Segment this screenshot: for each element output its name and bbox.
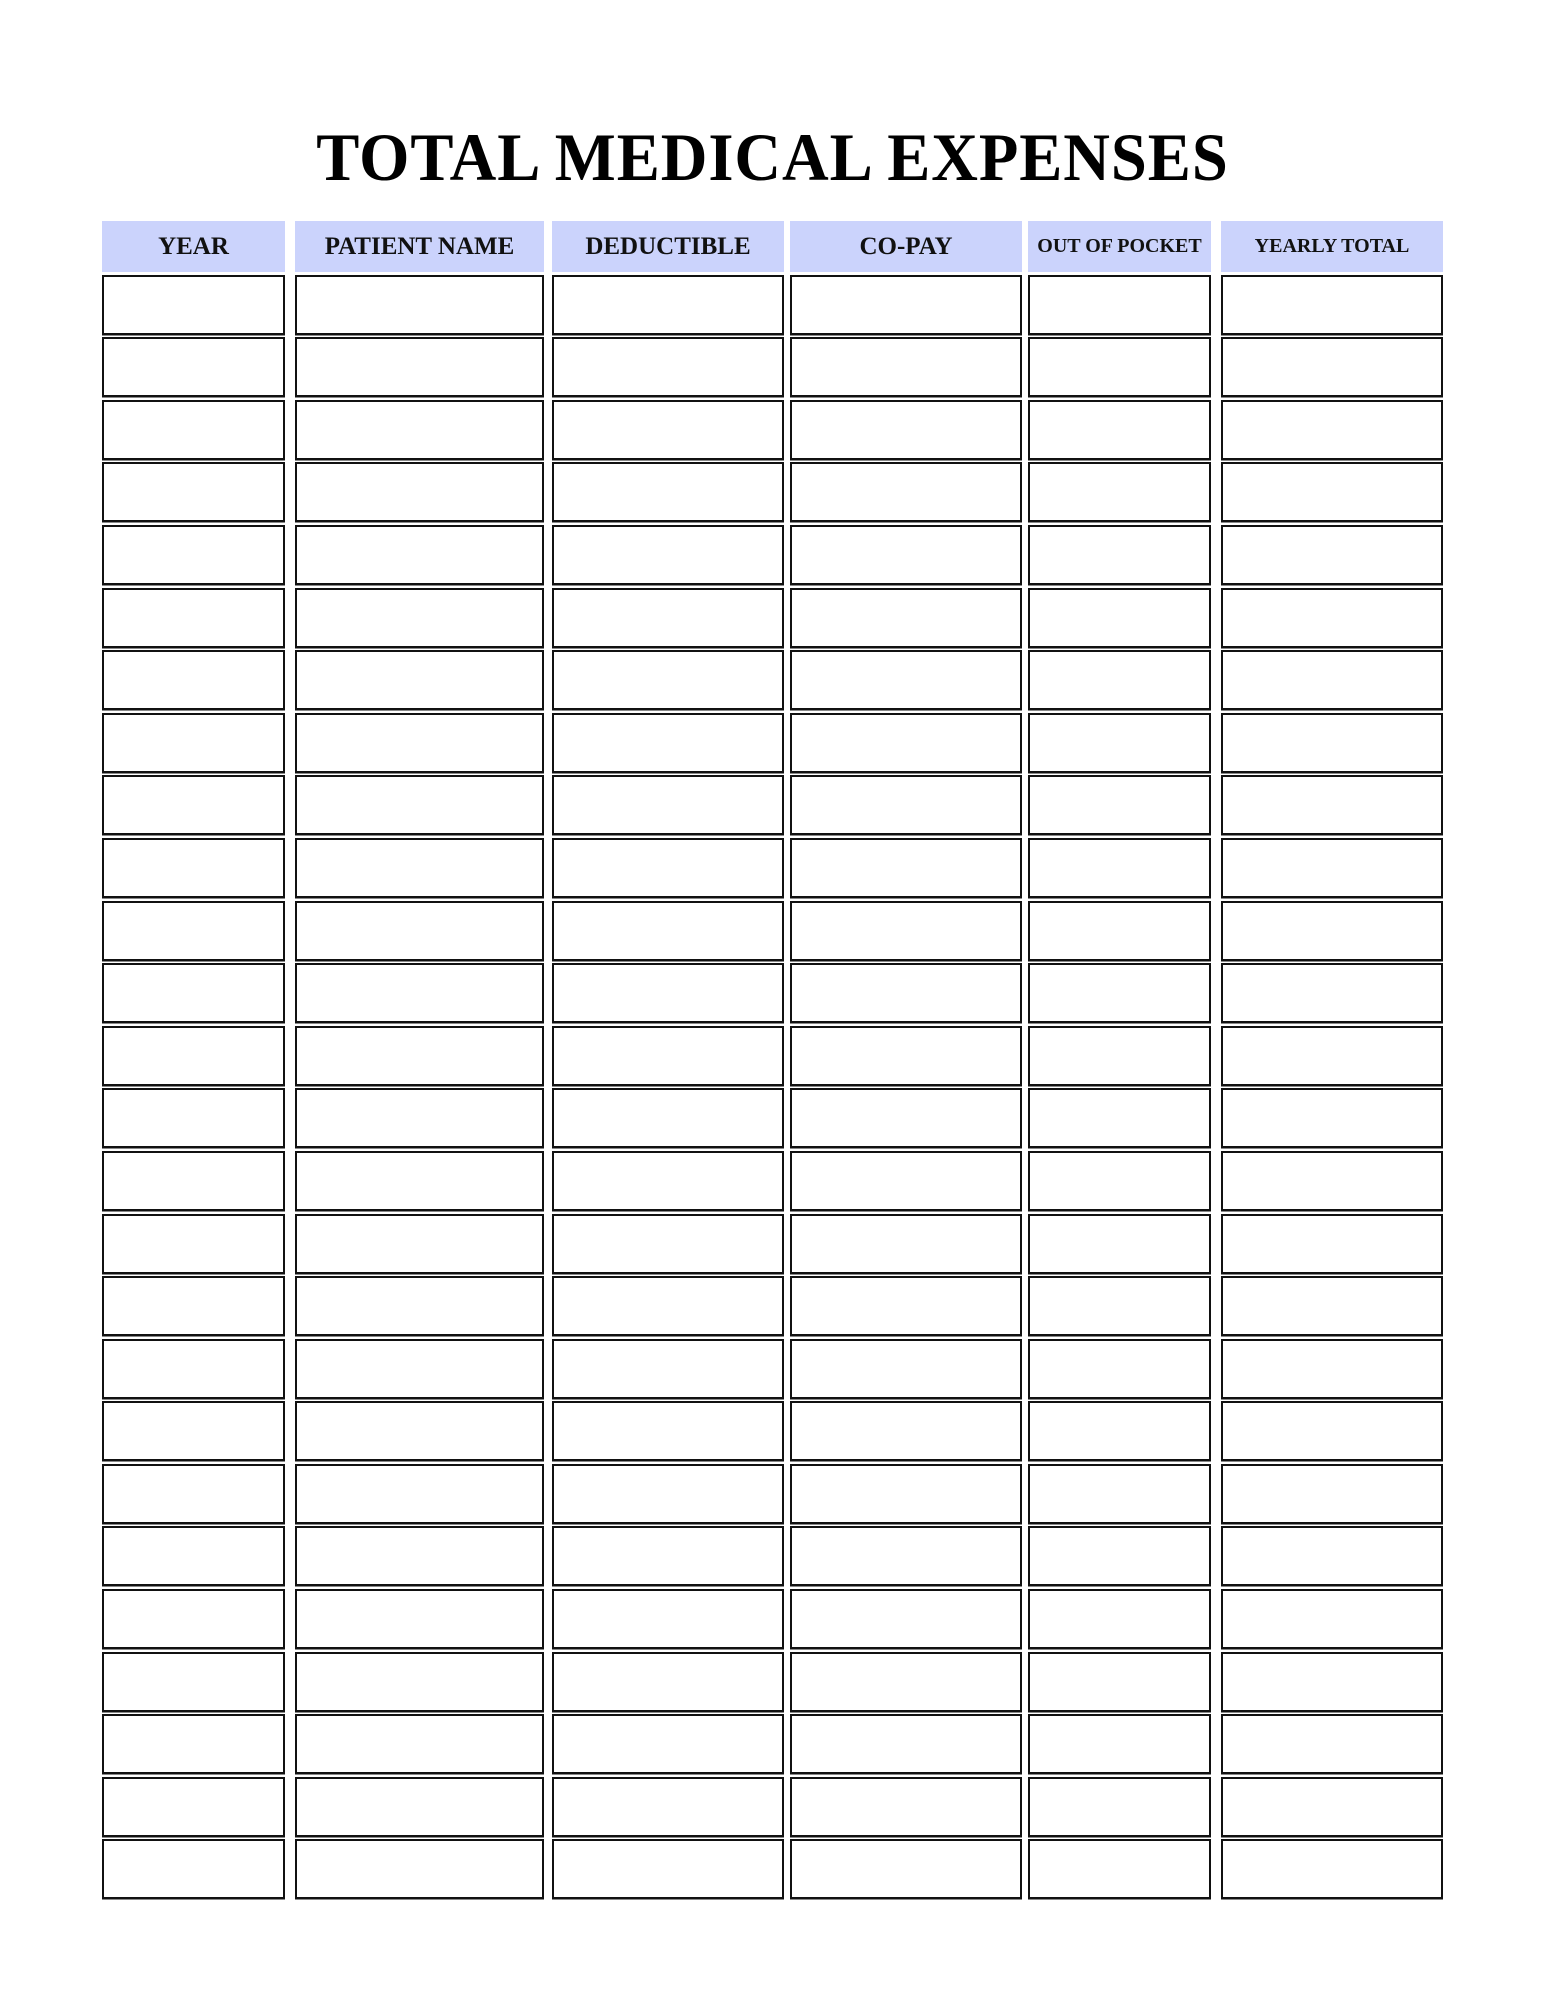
yearly-total-cell[interactable] bbox=[1221, 1652, 1443, 1712]
deductible-cell[interactable] bbox=[552, 337, 784, 397]
co-pay-cell[interactable] bbox=[790, 963, 1022, 1023]
year-cell[interactable] bbox=[102, 462, 285, 522]
year-cell[interactable] bbox=[102, 1088, 285, 1148]
yearly-total-cell[interactable] bbox=[1221, 1777, 1443, 1837]
year-cell[interactable] bbox=[102, 1401, 285, 1461]
deductible-cell[interactable] bbox=[552, 1276, 784, 1336]
year-cell[interactable] bbox=[102, 1276, 285, 1336]
co-pay-cell[interactable] bbox=[790, 400, 1022, 460]
column-out-of-pocket bbox=[1028, 221, 1211, 1899]
patient-name-cell[interactable] bbox=[295, 1151, 544, 1211]
patient-name-cell[interactable] bbox=[295, 1777, 544, 1837]
yearly-total-cell[interactable] bbox=[1221, 400, 1443, 460]
patient-name-cell[interactable] bbox=[295, 713, 544, 773]
deductible-cell[interactable] bbox=[552, 1088, 784, 1148]
patient-name-cell[interactable] bbox=[295, 901, 544, 961]
out-of-pocket-cell[interactable] bbox=[1028, 1214, 1211, 1274]
yearly-total-cell[interactable] bbox=[1221, 1276, 1443, 1336]
year-cell[interactable] bbox=[102, 1526, 285, 1586]
out-of-pocket-cell[interactable] bbox=[1028, 462, 1211, 522]
patient-name-cell[interactable] bbox=[295, 1464, 544, 1524]
year-cell[interactable] bbox=[102, 1464, 285, 1524]
out-of-pocket-cell[interactable] bbox=[1028, 1401, 1211, 1461]
patient-name-cell[interactable] bbox=[295, 1026, 544, 1086]
patient-name-cell[interactable] bbox=[295, 1276, 544, 1336]
deductible-cell[interactable] bbox=[552, 713, 784, 773]
co-pay-cell[interactable] bbox=[790, 275, 1022, 335]
year-cell[interactable] bbox=[102, 650, 285, 710]
year-cell[interactable] bbox=[102, 588, 285, 648]
out-of-pocket-cell[interactable] bbox=[1028, 1652, 1211, 1712]
out-of-pocket-cell[interactable] bbox=[1028, 1151, 1211, 1211]
deductible-cell[interactable] bbox=[552, 1026, 784, 1086]
co-pay-cell[interactable] bbox=[790, 1088, 1022, 1148]
header-co-pay: CO-PAY bbox=[790, 221, 1022, 272]
deductible-cell[interactable] bbox=[552, 1777, 784, 1837]
out-of-pocket-cell[interactable] bbox=[1028, 337, 1211, 397]
yearly-total-cell[interactable] bbox=[1221, 462, 1443, 522]
patient-name-cell[interactable] bbox=[295, 1839, 544, 1899]
column-yearly-total bbox=[1221, 221, 1443, 1899]
co-pay-cell[interactable] bbox=[790, 1526, 1022, 1586]
co-pay-cell[interactable] bbox=[790, 1589, 1022, 1649]
deductible-cell[interactable] bbox=[552, 588, 784, 648]
year-cell[interactable] bbox=[102, 1839, 285, 1899]
patient-name-cell[interactable] bbox=[295, 1088, 544, 1148]
deductible-cell[interactable] bbox=[552, 1526, 784, 1586]
header-out-of-pocket: OUT OF POCKET bbox=[1028, 221, 1211, 272]
co-pay-cell[interactable] bbox=[790, 525, 1022, 585]
co-pay-cell[interactable] bbox=[790, 1026, 1022, 1086]
patient-name-cell[interactable] bbox=[295, 1214, 544, 1274]
patient-name-cell[interactable] bbox=[295, 1589, 544, 1649]
column-year bbox=[102, 221, 285, 1899]
page-title: TOTAL MEDICAL EXPENSES bbox=[316, 119, 1229, 195]
yearly-total-cell[interactable] bbox=[1221, 963, 1443, 1023]
yearly-total-cell[interactable] bbox=[1221, 588, 1443, 648]
patient-name-cell[interactable] bbox=[295, 650, 544, 710]
out-of-pocket-cell[interactable] bbox=[1028, 588, 1211, 648]
co-pay-cell[interactable] bbox=[790, 650, 1022, 710]
co-pay-cell[interactable] bbox=[790, 462, 1022, 522]
year-cell[interactable] bbox=[102, 1151, 285, 1211]
out-of-pocket-cell[interactable] bbox=[1028, 1088, 1211, 1148]
co-pay-cell[interactable] bbox=[790, 1276, 1022, 1336]
co-pay-cell[interactable] bbox=[790, 1214, 1022, 1274]
deductible-cell[interactable] bbox=[552, 1652, 784, 1712]
column-patient-name bbox=[295, 221, 544, 1899]
patient-name-cell[interactable] bbox=[295, 400, 544, 460]
co-pay-cell[interactable] bbox=[790, 1401, 1022, 1461]
out-of-pocket-cell[interactable] bbox=[1028, 1339, 1211, 1399]
header-yearly-total: YEARLY TOTAL bbox=[1221, 221, 1443, 272]
header-patient-name: PATIENT NAME bbox=[295, 221, 544, 272]
out-of-pocket-cell[interactable] bbox=[1028, 650, 1211, 710]
column-co-pay bbox=[790, 221, 1022, 1899]
deductible-cell[interactable] bbox=[552, 1339, 784, 1399]
deductible-cell[interactable] bbox=[552, 400, 784, 460]
yearly-total-cell[interactable] bbox=[1221, 1401, 1443, 1461]
year-cell[interactable] bbox=[102, 775, 285, 835]
out-of-pocket-cell[interactable] bbox=[1028, 1464, 1211, 1524]
deductible-cell[interactable] bbox=[552, 1151, 784, 1211]
patient-name-cell[interactable] bbox=[295, 775, 544, 835]
year-cell[interactable] bbox=[102, 1714, 285, 1774]
patient-name-cell[interactable] bbox=[295, 1714, 544, 1774]
out-of-pocket-cell[interactable] bbox=[1028, 400, 1211, 460]
out-of-pocket-cell[interactable] bbox=[1028, 1839, 1211, 1899]
year-cell[interactable] bbox=[102, 1026, 285, 1086]
co-pay-cell[interactable] bbox=[790, 1151, 1022, 1211]
yearly-total-cell[interactable] bbox=[1221, 1214, 1443, 1274]
patient-name-cell[interactable] bbox=[295, 963, 544, 1023]
co-pay-cell[interactable] bbox=[790, 1652, 1022, 1712]
deductible-cell[interactable] bbox=[552, 1589, 784, 1649]
year-cell[interactable] bbox=[102, 1777, 285, 1837]
year-cell[interactable] bbox=[102, 1339, 285, 1399]
out-of-pocket-cell[interactable] bbox=[1028, 901, 1211, 961]
co-pay-cell[interactable] bbox=[790, 1464, 1022, 1524]
yearly-total-cell[interactable] bbox=[1221, 275, 1443, 335]
deductible-cell[interactable] bbox=[552, 1839, 784, 1899]
yearly-total-cell[interactable] bbox=[1221, 650, 1443, 710]
out-of-pocket-cell[interactable] bbox=[1028, 275, 1211, 335]
out-of-pocket-cell[interactable] bbox=[1028, 1526, 1211, 1586]
co-pay-cell[interactable] bbox=[790, 1339, 1022, 1399]
co-pay-cell[interactable] bbox=[790, 713, 1022, 773]
out-of-pocket-cell[interactable] bbox=[1028, 525, 1211, 585]
year-cell[interactable] bbox=[102, 1652, 285, 1712]
deductible-cell[interactable] bbox=[552, 838, 784, 898]
co-pay-cell[interactable] bbox=[790, 1839, 1022, 1899]
out-of-pocket-cell[interactable] bbox=[1028, 838, 1211, 898]
year-cell[interactable] bbox=[102, 1214, 285, 1274]
deductible-cell[interactable] bbox=[552, 1714, 784, 1774]
deductible-cell[interactable] bbox=[552, 275, 784, 335]
co-pay-cell[interactable] bbox=[790, 775, 1022, 835]
deductible-cell[interactable] bbox=[552, 462, 784, 522]
yearly-total-cell[interactable] bbox=[1221, 525, 1443, 585]
year-cell[interactable] bbox=[102, 1589, 285, 1649]
co-pay-cell[interactable] bbox=[790, 1714, 1022, 1774]
year-cell[interactable] bbox=[102, 963, 285, 1023]
out-of-pocket-cell[interactable] bbox=[1028, 1276, 1211, 1336]
yearly-total-cell[interactable] bbox=[1221, 1589, 1443, 1649]
yearly-total-cell[interactable] bbox=[1221, 901, 1443, 961]
year-cell[interactable] bbox=[102, 400, 285, 460]
co-pay-cell[interactable] bbox=[790, 838, 1022, 898]
yearly-total-cell[interactable] bbox=[1221, 1339, 1443, 1399]
out-of-pocket-cell[interactable] bbox=[1028, 1026, 1211, 1086]
co-pay-cell[interactable] bbox=[790, 588, 1022, 648]
deductible-cell[interactable] bbox=[552, 1214, 784, 1274]
yearly-total-cell[interactable] bbox=[1221, 1839, 1443, 1899]
co-pay-cell[interactable] bbox=[790, 901, 1022, 961]
deductible-cell[interactable] bbox=[552, 525, 784, 585]
yearly-total-cell[interactable] bbox=[1221, 838, 1443, 898]
patient-name-cell[interactable] bbox=[295, 525, 544, 585]
patient-name-cell[interactable] bbox=[295, 838, 544, 898]
patient-name-cell[interactable] bbox=[295, 1652, 544, 1712]
yearly-total-cell[interactable] bbox=[1221, 1526, 1443, 1586]
yearly-total-cell[interactable] bbox=[1221, 337, 1443, 397]
year-cell[interactable] bbox=[102, 337, 285, 397]
out-of-pocket-cell[interactable] bbox=[1028, 713, 1211, 773]
patient-name-cell[interactable] bbox=[295, 462, 544, 522]
year-cell[interactable] bbox=[102, 838, 285, 898]
deductible-cell[interactable] bbox=[552, 775, 784, 835]
year-cell[interactable] bbox=[102, 525, 285, 585]
deductible-cell[interactable] bbox=[552, 1401, 784, 1461]
year-cell[interactable] bbox=[102, 275, 285, 335]
yearly-total-cell[interactable] bbox=[1221, 775, 1443, 835]
out-of-pocket-cell[interactable] bbox=[1028, 1714, 1211, 1774]
year-cell[interactable] bbox=[102, 713, 285, 773]
deductible-cell[interactable] bbox=[552, 963, 784, 1023]
yearly-total-cell[interactable] bbox=[1221, 1151, 1443, 1211]
yearly-total-cell[interactable] bbox=[1221, 1088, 1443, 1148]
out-of-pocket-cell[interactable] bbox=[1028, 1589, 1211, 1649]
year-cell[interactable] bbox=[102, 901, 285, 961]
deductible-cell[interactable] bbox=[552, 1464, 784, 1524]
header-year: YEAR bbox=[102, 221, 285, 272]
patient-name-cell[interactable] bbox=[295, 275, 544, 335]
yearly-total-cell[interactable] bbox=[1221, 713, 1443, 773]
column-deductible bbox=[552, 221, 784, 1899]
yearly-total-cell[interactable] bbox=[1221, 1026, 1443, 1086]
header-deductible: DEDUCTIBLE bbox=[552, 221, 784, 272]
yearly-total-cell[interactable] bbox=[1221, 1714, 1443, 1774]
patient-name-cell[interactable] bbox=[295, 1526, 544, 1586]
co-pay-cell[interactable] bbox=[790, 1777, 1022, 1837]
out-of-pocket-cell[interactable] bbox=[1028, 963, 1211, 1023]
yearly-total-cell[interactable] bbox=[1221, 1464, 1443, 1524]
patient-name-cell[interactable] bbox=[295, 337, 544, 397]
deductible-cell[interactable] bbox=[552, 901, 784, 961]
patient-name-cell[interactable] bbox=[295, 588, 544, 648]
deductible-cell[interactable] bbox=[552, 650, 784, 710]
out-of-pocket-cell[interactable] bbox=[1028, 1777, 1211, 1837]
patient-name-cell[interactable] bbox=[295, 1339, 544, 1399]
out-of-pocket-cell[interactable] bbox=[1028, 775, 1211, 835]
patient-name-cell[interactable] bbox=[295, 1401, 544, 1461]
co-pay-cell[interactable] bbox=[790, 337, 1022, 397]
